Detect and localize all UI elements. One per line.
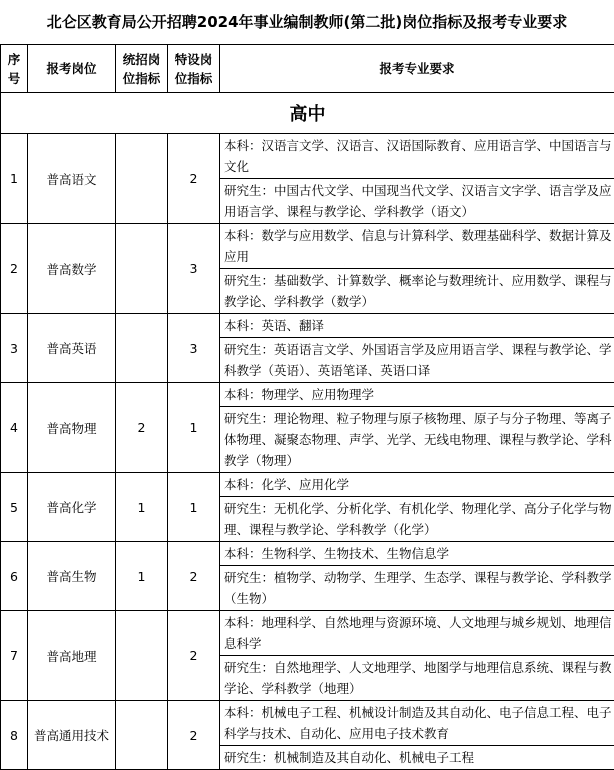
cell-undergrad-requirement: 本科：物理学、应用物理学	[220, 383, 614, 407]
header-position: 报考岗位	[28, 45, 116, 93]
table-row	[1, 383, 614, 407]
cell-position: 普高数学	[28, 224, 116, 314]
cell-undergrad-requirement: 本科：汉语言文学、汉语言、汉语国际教育、应用语言学、中国语言与文化	[220, 134, 614, 179]
cell-no: 1	[1, 134, 28, 224]
cell-special: 2	[168, 542, 220, 611]
cell-grad-requirement: 研究生：基础数学、计算数学、概率论与数理统计、应用数学、课程与教学论、学科教学（数学）	[220, 269, 614, 314]
header-unified: 统招岗位指标	[116, 45, 168, 93]
table-row	[1, 134, 614, 179]
cell-unified	[116, 314, 168, 383]
table-row	[1, 473, 614, 497]
page-title: 北仑区教育局公开招聘2024年事业编制教师(第二批)岗位指标及报考专业要求	[0, 0, 614, 44]
cell-undergrad-requirement: 本科：英语、翻译	[220, 314, 614, 338]
cell-unified	[116, 134, 168, 224]
cell-unified	[116, 701, 168, 770]
position-table	[0, 44, 614, 770]
cell-special: 2	[168, 701, 220, 770]
cell-special: 3	[168, 314, 220, 383]
cell-grad-requirement: 研究生：植物学、动物学、生理学、生态学、课程与教学论、学科教学（生物）	[220, 566, 614, 611]
cell-grad-requirement: 研究生：理论物理、粒子物理与原子核物理、原子与分子物理、等离子体物理、凝聚态物理、声学、光学、无线电物理、课程与教学论、学科教学（物理）	[220, 407, 614, 473]
cell-undergrad-requirement: 本科：数学与应用数学、信息与计算科学、数理基础科学、数据计算及应用	[220, 224, 614, 269]
cell-no: 2	[1, 224, 28, 314]
cell-special: 1	[168, 473, 220, 542]
cell-grad-requirement: 研究生：机械制造及其自动化、机械电子工程	[220, 746, 614, 770]
cell-position: 普高英语	[28, 314, 116, 383]
cell-no: 8	[1, 701, 28, 770]
table-row	[1, 224, 614, 269]
cell-special: 1	[168, 383, 220, 473]
cell-unified: 1	[116, 542, 168, 611]
cell-undergrad-requirement: 本科：生物科学、生物技术、生物信息学	[220, 542, 614, 566]
cell-undergrad-requirement: 本科：地理科学、自然地理与资源环境、人文地理与城乡规划、地理信息科学	[220, 611, 614, 656]
cell-unified	[116, 224, 168, 314]
table-row	[1, 701, 614, 746]
cell-position: 普高语文	[28, 134, 116, 224]
cell-no: 4	[1, 383, 28, 473]
cell-grad-requirement: 研究生：无机化学、分析化学、有机化学、物理化学、高分子化学与物理、课程与教学论、学科教学（化学）	[220, 497, 614, 542]
cell-position: 普高化学	[28, 473, 116, 542]
cell-position: 普高地理	[28, 611, 116, 701]
cell-position: 普高生物	[28, 542, 116, 611]
cell-no: 6	[1, 542, 28, 611]
header-special: 特设岗位指标	[168, 45, 220, 93]
cell-grad-requirement: 研究生：英语语言文学、外国语言学及应用语言学、课程与教学论、学科教学（英语）、英语笔译、英语口译	[220, 338, 614, 383]
cell-grad-requirement: 研究生：中国古代文学、中国现当代文学、汉语言文字学、语言学及应用语言学、课程与教学论、学科教学（语文）	[220, 179, 614, 224]
table-header-row	[1, 45, 614, 93]
section-label: 高中	[1, 93, 614, 134]
cell-no: 5	[1, 473, 28, 542]
header-no: 序号	[1, 45, 28, 93]
cell-undergrad-requirement: 本科：化学、应用化学	[220, 473, 614, 497]
header-requirement: 报考专业要求	[220, 45, 614, 93]
cell-unified	[116, 611, 168, 701]
cell-grad-requirement: 研究生：自然地理学、人文地理学、地图学与地理信息系统、课程与教学论、学科教学（地理）	[220, 656, 614, 701]
cell-no: 3	[1, 314, 28, 383]
cell-position: 普高物理	[28, 383, 116, 473]
section-row	[1, 93, 614, 134]
cell-special: 3	[168, 224, 220, 314]
cell-special: 2	[168, 611, 220, 701]
cell-special: 2	[168, 134, 220, 224]
table-row	[1, 611, 614, 656]
cell-undergrad-requirement: 本科：机械电子工程、机械设计制造及其自动化、电子信息工程、电子科学与技术、自动化、应用电子技术教育	[220, 701, 614, 746]
cell-position: 普高通用技术	[28, 701, 116, 770]
cell-unified: 1	[116, 473, 168, 542]
table-row	[1, 542, 614, 566]
table-row	[1, 314, 614, 338]
cell-unified: 2	[116, 383, 168, 473]
cell-no: 7	[1, 611, 28, 701]
